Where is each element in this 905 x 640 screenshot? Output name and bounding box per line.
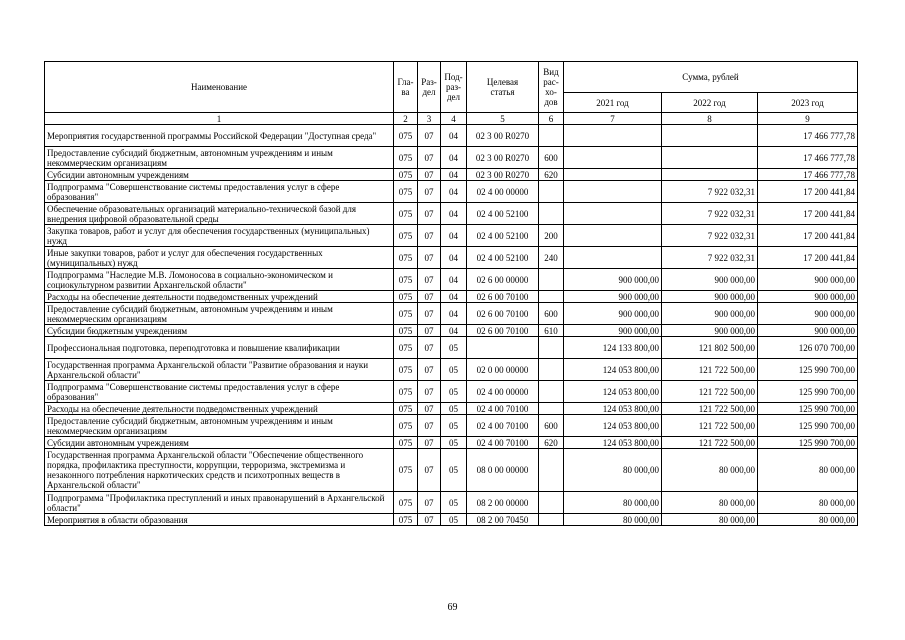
- row-target-article: 02 4 00 00000: [467, 381, 539, 403]
- header-vid: Вид рас- хо- дов: [539, 62, 564, 113]
- row-name: Предоставление субсидий бюджетным, автономным учреждениям и иным некоммерческим организациям: [45, 415, 394, 437]
- row-sum-2022: 7 922 032,31: [662, 247, 758, 269]
- row-sum-2023: 17 200 441,84: [758, 181, 858, 203]
- row-target-article: 08 2 00 00000: [467, 492, 539, 514]
- row-expense-type: [539, 269, 564, 291]
- row-name: Мероприятия в области образования: [45, 514, 394, 526]
- header-year-2022: 2022 год: [662, 93, 758, 113]
- table-row: [45, 359, 858, 381]
- row-target-article: 02 6 00 00000: [467, 269, 539, 291]
- table-row: [45, 147, 858, 169]
- row-sum-2022: 900 000,00: [662, 291, 758, 303]
- row-glava: 075: [394, 492, 418, 514]
- row-expense-type: [539, 291, 564, 303]
- row-sum-2023: 17 466 777,78: [758, 147, 858, 169]
- row-glava: 075: [394, 415, 418, 437]
- row-target-article: 02 0 00 00000: [467, 359, 539, 381]
- row-target-article: 02 4 00 52100: [467, 203, 539, 225]
- row-glava: 075: [394, 303, 418, 325]
- row-podrazdel: 05: [441, 437, 467, 449]
- row-name: Государственная программа Архангельской области "Развитие образования и науки Архангельской области": [45, 359, 394, 381]
- row-expense-type: 240: [539, 247, 564, 269]
- table-row: [45, 449, 858, 492]
- row-name: Предоставление субсидий бюджетным, автономным учреждениям и иным некоммерческим организациям: [45, 303, 394, 325]
- row-target-article: 02 6 00 70100: [467, 303, 539, 325]
- header-glava: Гла- ва: [394, 62, 418, 113]
- row-glava: 075: [394, 325, 418, 337]
- column-number: 2: [394, 113, 418, 125]
- row-target-article: 08 2 00 70450: [467, 514, 539, 526]
- row-name: Государственная программа Архангельской области "Обеспечение общественного порядка, профилактика преступности, коррупции, терроризма, экстремизма и незаконного потребления наркотических средств и психотропных веществ в Архангельской области": [45, 449, 394, 492]
- row-sum-2021: 900 000,00: [564, 303, 662, 325]
- table-row: [45, 437, 858, 449]
- row-glava: 075: [394, 359, 418, 381]
- row-glava: 075: [394, 514, 418, 526]
- row-target-article: 02 3 00 R0270: [467, 147, 539, 169]
- row-sum-2021: 80 000,00: [564, 492, 662, 514]
- table-row: [45, 303, 858, 325]
- row-target-article: 02 4 00 52100: [467, 247, 539, 269]
- row-sum-2023: 80 000,00: [758, 449, 858, 492]
- row-podrazdel: 04: [441, 247, 467, 269]
- row-razdel: 07: [418, 359, 441, 381]
- row-podrazdel: 05: [441, 492, 467, 514]
- row-razdel: 07: [418, 449, 441, 492]
- row-sum-2023: 17 466 777,78: [758, 125, 858, 147]
- row-sum-2023: 900 000,00: [758, 291, 858, 303]
- row-sum-2023: 17 200 441,84: [758, 247, 858, 269]
- row-podrazdel: 05: [441, 403, 467, 415]
- table-row: [45, 403, 858, 415]
- row-name: Субсидии бюджетным учреждениям: [45, 325, 394, 337]
- row-glava: 075: [394, 225, 418, 247]
- row-expense-type: 600: [539, 303, 564, 325]
- column-number: 4: [441, 113, 467, 125]
- row-podrazdel: 04: [441, 225, 467, 247]
- row-podrazdel: 04: [441, 147, 467, 169]
- table-row: [45, 203, 858, 225]
- row-name: Обеспечение образовательных организаций материально-технической базой для внедрения цифровой образовательной среды: [45, 203, 394, 225]
- row-sum-2023: 80 000,00: [758, 492, 858, 514]
- row-razdel: 07: [418, 381, 441, 403]
- row-target-article: 02 4 00 70100: [467, 415, 539, 437]
- row-glava: 075: [394, 169, 418, 181]
- row-podrazdel: 04: [441, 169, 467, 181]
- row-glava: 075: [394, 449, 418, 492]
- row-razdel: 07: [418, 437, 441, 449]
- row-razdel: 07: [418, 169, 441, 181]
- row-sum-2022: 7 922 032,31: [662, 225, 758, 247]
- column-number: 1: [45, 113, 394, 125]
- row-sum-2023: 17 200 441,84: [758, 225, 858, 247]
- row-target-article: 02 4 00 52100: [467, 225, 539, 247]
- row-razdel: 07: [418, 247, 441, 269]
- row-razdel: 07: [418, 492, 441, 514]
- row-podrazdel: 05: [441, 337, 467, 359]
- row-sum-2021: 80 000,00: [564, 514, 662, 526]
- row-expense-type: 620: [539, 169, 564, 181]
- row-target-article: 02 3 00 R0270: [467, 169, 539, 181]
- row-sum-2021: 900 000,00: [564, 325, 662, 337]
- row-expense-type: [539, 403, 564, 415]
- row-razdel: 07: [418, 303, 441, 325]
- row-name: Расходы на обеспечение деятельности подведомственных учреждений: [45, 291, 394, 303]
- row-sum-2022: 7 922 032,31: [662, 181, 758, 203]
- row-sum-2021: 80 000,00: [564, 449, 662, 492]
- row-sum-2021: [564, 125, 662, 147]
- row-glava: 075: [394, 147, 418, 169]
- row-name: Иные закупки товаров, работ и услуг для обеспечения государственных (муниципальных) нужд: [45, 247, 394, 269]
- row-podrazdel: 04: [441, 269, 467, 291]
- page-number: 69: [447, 602, 458, 613]
- row-podrazdel: 05: [441, 359, 467, 381]
- row-sum-2023: 125 990 700,00: [758, 403, 858, 415]
- row-podrazdel: 05: [441, 449, 467, 492]
- row-glava: 075: [394, 125, 418, 147]
- row-podrazdel: 04: [441, 203, 467, 225]
- table-row: [45, 247, 858, 269]
- row-expense-type: [539, 449, 564, 492]
- row-sum-2022: 121 722 500,00: [662, 359, 758, 381]
- row-podrazdel: 04: [441, 325, 467, 337]
- row-sum-2023: 125 990 700,00: [758, 415, 858, 437]
- table-body: [45, 125, 858, 526]
- row-sum-2021: 900 000,00: [564, 291, 662, 303]
- table-row: [45, 381, 858, 403]
- header-name: Наименование: [45, 62, 394, 113]
- row-sum-2021: 124 053 800,00: [564, 403, 662, 415]
- row-sum-2023: 125 990 700,00: [758, 437, 858, 449]
- column-number-row: [45, 113, 858, 125]
- row-sum-2022: 121 722 500,00: [662, 415, 758, 437]
- row-glava: 075: [394, 247, 418, 269]
- column-number: 7: [564, 113, 662, 125]
- row-sum-2023: 17 200 441,84: [758, 203, 858, 225]
- row-target-article: 02 6 00 70100: [467, 291, 539, 303]
- row-expense-type: 620: [539, 437, 564, 449]
- row-sum-2023: 900 000,00: [758, 325, 858, 337]
- row-name: Предоставление субсидий бюджетным, автономным учреждениям и иным некоммерческим организациям: [45, 147, 394, 169]
- row-sum-2021: [564, 181, 662, 203]
- row-sum-2023: 900 000,00: [758, 303, 858, 325]
- row-sum-2023: 126 070 700,00: [758, 337, 858, 359]
- row-sum-2022: 121 722 500,00: [662, 403, 758, 415]
- row-sum-2021: 124 053 800,00: [564, 437, 662, 449]
- table-row: [45, 337, 858, 359]
- row-sum-2021: [564, 225, 662, 247]
- row-glava: 075: [394, 269, 418, 291]
- row-razdel: 07: [418, 181, 441, 203]
- row-expense-type: 600: [539, 147, 564, 169]
- row-glava: 075: [394, 291, 418, 303]
- row-sum-2022: 80 000,00: [662, 514, 758, 526]
- row-razdel: 07: [418, 403, 441, 415]
- row-sum-2022: 7 922 032,31: [662, 203, 758, 225]
- row-expense-type: [539, 359, 564, 381]
- header-target: Целевая статья: [467, 62, 539, 113]
- row-sum-2021: 124 133 800,00: [564, 337, 662, 359]
- row-target-article: 02 4 00 00000: [467, 181, 539, 203]
- row-razdel: 07: [418, 325, 441, 337]
- column-number: 6: [539, 113, 564, 125]
- row-sum-2022: 900 000,00: [662, 325, 758, 337]
- table-row: [45, 181, 858, 203]
- row-podrazdel: 05: [441, 514, 467, 526]
- row-razdel: 07: [418, 269, 441, 291]
- row-expense-type: 600: [539, 415, 564, 437]
- row-glava: 075: [394, 181, 418, 203]
- budget-table: [44, 61, 858, 526]
- row-glava: 075: [394, 381, 418, 403]
- row-expense-type: 610: [539, 325, 564, 337]
- row-podrazdel: 04: [441, 303, 467, 325]
- table-row: [45, 269, 858, 291]
- row-podrazdel: 04: [441, 181, 467, 203]
- row-podrazdel: 05: [441, 415, 467, 437]
- table-row: [45, 492, 858, 514]
- row-name: Подпрограмма "Совершенствование системы предоставления услуг в сфере образования": [45, 381, 394, 403]
- row-expense-type: [539, 381, 564, 403]
- row-sum-2022: [662, 169, 758, 181]
- row-sum-2022: 80 000,00: [662, 449, 758, 492]
- row-sum-2021: [564, 147, 662, 169]
- row-name: Субсидии автономным учреждениям: [45, 169, 394, 181]
- row-target-article: 02 4 00 70100: [467, 437, 539, 449]
- row-name: Закупка товаров, работ и услуг для обеспечения государственных (муниципальных) нужд: [45, 225, 394, 247]
- column-number: 3: [418, 113, 441, 125]
- row-razdel: 07: [418, 514, 441, 526]
- row-sum-2022: 900 000,00: [662, 303, 758, 325]
- row-glava: 075: [394, 203, 418, 225]
- row-sum-2021: [564, 247, 662, 269]
- row-sum-2021: [564, 203, 662, 225]
- header-year-2023: 2023 год: [758, 93, 858, 113]
- header-podrazdel: Под- раз- дел: [441, 62, 467, 113]
- table-row: [45, 514, 858, 526]
- row-target-article: 02 6 00 70100: [467, 325, 539, 337]
- row-target-article: [467, 337, 539, 359]
- row-sum-2022: [662, 125, 758, 147]
- row-name: Профессиональная подготовка, переподготовка и повышение квалификации: [45, 337, 394, 359]
- table-row: [45, 225, 858, 247]
- row-name: Субсидии автономным учреждениям: [45, 437, 394, 449]
- row-sum-2022: 121 802 500,00: [662, 337, 758, 359]
- row-sum-2021: 124 053 800,00: [564, 415, 662, 437]
- header-sum: Сумма, рублей: [564, 62, 858, 93]
- row-expense-type: [539, 514, 564, 526]
- row-expense-type: [539, 125, 564, 147]
- column-number: 8: [662, 113, 758, 125]
- row-sum-2022: 121 722 500,00: [662, 381, 758, 403]
- table-row: [45, 291, 858, 303]
- table-row: [45, 125, 858, 147]
- row-name: Подпрограмма "Совершенствование системы предоставления услуг в сфере образования": [45, 181, 394, 203]
- header-year-2021: 2021 год: [564, 93, 662, 113]
- row-sum-2023: 125 990 700,00: [758, 381, 858, 403]
- row-podrazdel: 05: [441, 381, 467, 403]
- row-expense-type: [539, 492, 564, 514]
- row-target-article: 08 0 00 00000: [467, 449, 539, 492]
- row-razdel: 07: [418, 291, 441, 303]
- row-podrazdel: 04: [441, 125, 467, 147]
- row-name: Подпрограмма "Профилактика преступлений и иных правонарушений в Архангельской области": [45, 492, 394, 514]
- row-razdel: 07: [418, 415, 441, 437]
- row-sum-2022: 121 722 500,00: [662, 437, 758, 449]
- table-row: [45, 415, 858, 437]
- row-razdel: 07: [418, 147, 441, 169]
- row-razdel: 07: [418, 125, 441, 147]
- row-sum-2021: 124 053 800,00: [564, 381, 662, 403]
- row-glava: 075: [394, 403, 418, 415]
- row-sum-2023: 125 990 700,00: [758, 359, 858, 381]
- row-sum-2022: 80 000,00: [662, 492, 758, 514]
- row-sum-2023: 80 000,00: [758, 514, 858, 526]
- row-target-article: 02 3 00 R0270: [467, 125, 539, 147]
- row-sum-2021: 900 000,00: [564, 269, 662, 291]
- table-row: [45, 325, 858, 337]
- row-podrazdel: 04: [441, 291, 467, 303]
- row-expense-type: [539, 337, 564, 359]
- column-number: 5: [467, 113, 539, 125]
- row-glava: 075: [394, 437, 418, 449]
- row-sum-2021: 124 053 800,00: [564, 359, 662, 381]
- row-expense-type: [539, 181, 564, 203]
- row-glava: 075: [394, 337, 418, 359]
- row-name: Расходы на обеспечение деятельности подведомственных учреждений: [45, 403, 394, 415]
- row-expense-type: 200: [539, 225, 564, 247]
- row-sum-2022: 900 000,00: [662, 269, 758, 291]
- row-sum-2023: 17 466 777,78: [758, 169, 858, 181]
- row-razdel: 07: [418, 203, 441, 225]
- row-sum-2023: 900 000,00: [758, 269, 858, 291]
- header-razdel: Раз- дел: [418, 62, 441, 113]
- row-razdel: 07: [418, 225, 441, 247]
- row-name: Мероприятия государственной программы Российской Федерации "Доступная среда": [45, 125, 394, 147]
- row-sum-2022: [662, 147, 758, 169]
- table-row: [45, 169, 858, 181]
- column-number: 9: [758, 113, 858, 125]
- row-razdel: 07: [418, 337, 441, 359]
- row-target-article: 02 4 00 70100: [467, 403, 539, 415]
- row-name: Подпрограмма "Наследие М.В. Ломоносова в социально-экономическом и социокультурном развитии Архангельской области": [45, 269, 394, 291]
- row-sum-2021: [564, 169, 662, 181]
- row-expense-type: [539, 203, 564, 225]
